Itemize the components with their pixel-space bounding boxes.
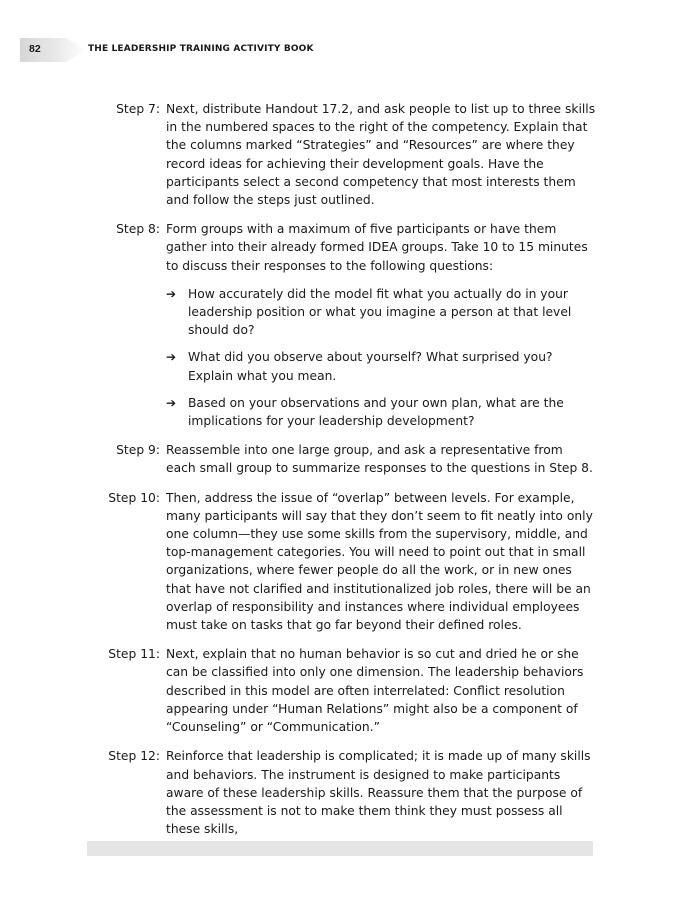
step-text: Next, distribute Handout 17.2, and ask people to list up to three skills in the numbered spaces to the right of the competency. Explain that the columns marked “Strategies” and “Resources” are where they record ideas for achieving their development goals. Have the participants select a second competency that most interests them and follow the steps just outlined.	[166, 102, 596, 208]
list-item	[166, 394, 596, 430]
question-list	[166, 285, 596, 430]
footer-bar	[87, 841, 593, 856]
step-label: Step 8:	[116, 222, 160, 237]
step-text: Reinforce that leadership is complicated; it is made up of many skills and behaviors. The instrument is designed to make participants aware of these leadership skills. Reassure them that the purpose of the assessment is not to make them think they must possess all these skills,	[166, 749, 591, 837]
step-label: Step 9:	[116, 443, 160, 458]
page-body	[0, 100, 678, 849]
running-head: THE LEADERSHIP TRAINING ACTIVITY BOOK	[88, 44, 314, 54]
step-label: Step 10:	[108, 490, 160, 505]
page-number: 82	[29, 43, 41, 55]
arrow-right-icon: ➔	[166, 286, 177, 301]
step-text: Then, address the issue of “overlap” between levels. For example, many participants will say that they don’t seem to fit neatly into only one column—they use some skills from the supervisory, middle, and top-management categories. You will need to point out that in small organizations, where fewer people do all the work, or in new ones that have not clarified and institutionalized job roles, there will be an overlap of responsibility and instances where individual employees must take on tasks that go far beyond their defined roles.	[166, 490, 593, 633]
step-label: Step 7:	[116, 102, 160, 116]
step-label: Step 12:	[108, 749, 160, 764]
question-text: What did you observe about yourself? What surprised you? Explain what you mean.	[188, 350, 553, 383]
step-7	[0, 100, 678, 209]
step-11	[0, 645, 678, 736]
step-label: Step 11:	[108, 647, 160, 662]
list-item	[166, 348, 596, 384]
page-header	[20, 38, 620, 62]
arrow-right-icon: ➔	[166, 395, 177, 410]
step-12	[0, 747, 678, 838]
step-text: Next, explain that no human behavior is so cut and dried he or she can be classified into only one dimension. The leadership behaviors described in this model are often interrelated: Conflict resolution appearing under “Human Relations” might also be a component of “Counseling” or “Communication.”	[166, 647, 584, 735]
step-text: Reassemble into one large group, and ask a representative from each small group to summarize responses to the questions in Step 8.	[166, 443, 593, 476]
question-text: How accurately did the model fit what you actually do in your leadership position or what you imagine a person at that level should do?	[188, 286, 572, 338]
arrow-right-icon: ➔	[166, 350, 177, 365]
step-text: Form groups with a maximum of five participants or have them gather into their already formed IDEA groups. Take 10 to 15 minutes to discuss their responses to the following questions:	[166, 222, 588, 273]
question-text: Based on your observations and your own plan, what are the implications for your leadership development?	[188, 395, 564, 429]
step-10	[0, 489, 678, 635]
step-8	[0, 220, 678, 430]
step-9	[0, 441, 678, 477]
list-item	[166, 285, 596, 340]
